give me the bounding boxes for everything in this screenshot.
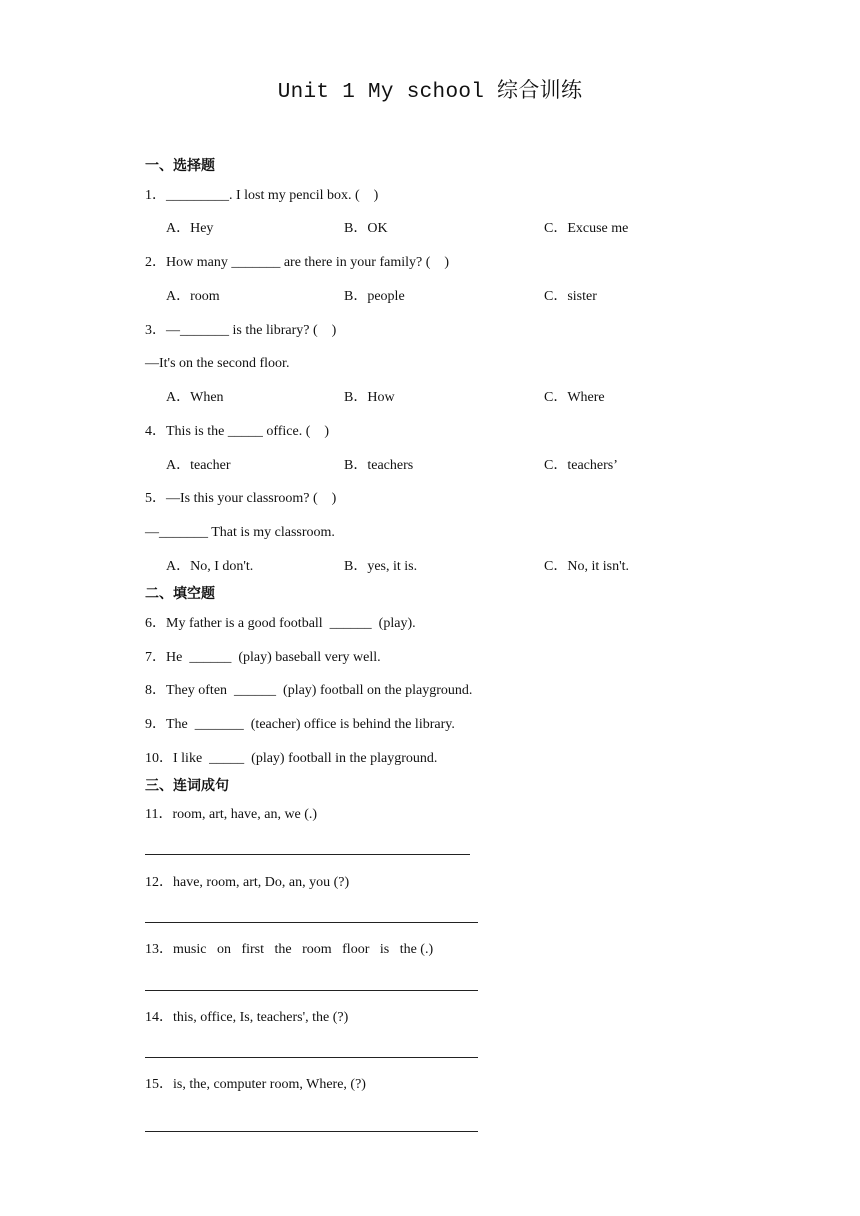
question-2-option-a: A．room [166, 289, 220, 304]
question-3-option-a: A．When [166, 390, 224, 405]
question-5-stem: 5．—Is this your classroom? ( ) [145, 491, 337, 506]
question-4-stem: 4．This is the _____ office. ( ) [145, 424, 330, 439]
answer-line-13[interactable] [145, 990, 478, 991]
question-7: 7．He ______ (play) baseball very well. [145, 650, 381, 665]
question-4-option-c: C．teachers’ [544, 458, 618, 473]
question-5-option-b: B．yes, it is. [344, 559, 418, 574]
question-1-option-a: A．Hey [166, 221, 214, 236]
answer-line-11[interactable] [145, 854, 470, 855]
page-title: Unit 1 My school 综合训练 [277, 81, 583, 104]
answer-line-12[interactable] [145, 922, 478, 923]
question-3-response: —It's on the second floor. [145, 356, 290, 371]
question-5-response: —_______ That is my classroom. [145, 525, 335, 540]
question-15: 15．is, the, computer room, Where, (?) [145, 1077, 366, 1092]
question-13: 13．music on first the room floor is the (.) [145, 942, 434, 957]
question-9: 9．The _______ (teacher) office is behind the library. [145, 717, 455, 732]
question-5-option-c: C．No, it isn't. [544, 559, 629, 574]
section-heading-fill: 二、填空题 [145, 587, 215, 602]
question-3-option-b: B．How [344, 390, 395, 405]
question-2-option-b: B．people [344, 289, 405, 304]
question-12: 12．have, room, art, Do, an, you (?) [145, 875, 350, 890]
question-2-option-c: C．sister [544, 289, 597, 304]
section-heading-choice: 一、选择题 [145, 159, 215, 174]
section-heading-order: 三、连词成句 [145, 779, 229, 794]
question-3-option-c: C．Where [544, 390, 605, 405]
question-10: 10．I like _____ (play) football in the playground. [145, 751, 438, 766]
question-5-option-a: A．No, I don't. [166, 559, 254, 574]
question-2-stem: 2．How many _______ are there in your family? ( ) [145, 255, 450, 270]
question-4-option-b: B．teachers [344, 458, 414, 473]
question-14: 14．this, office, Is, teachers', the (?) [145, 1010, 349, 1025]
question-1-option-c: C．Excuse me [544, 221, 629, 236]
question-4-option-a: A．teacher [166, 458, 231, 473]
question-8: 8．They often ______ (play) football on the playground. [145, 683, 473, 698]
question-3-stem: 3．—_______ is the library? ( ) [145, 323, 337, 338]
question-1-stem: 1．_________. I lost my pencil box. ( ) [145, 188, 379, 203]
question-1-option-b: B．OK [344, 221, 388, 236]
question-6: 6．My father is a good football ______ (play). [145, 616, 416, 631]
answer-line-15[interactable] [145, 1131, 478, 1132]
answer-line-14[interactable] [145, 1057, 478, 1058]
question-11: 11．room, art, have, an, we (.) [145, 807, 318, 822]
